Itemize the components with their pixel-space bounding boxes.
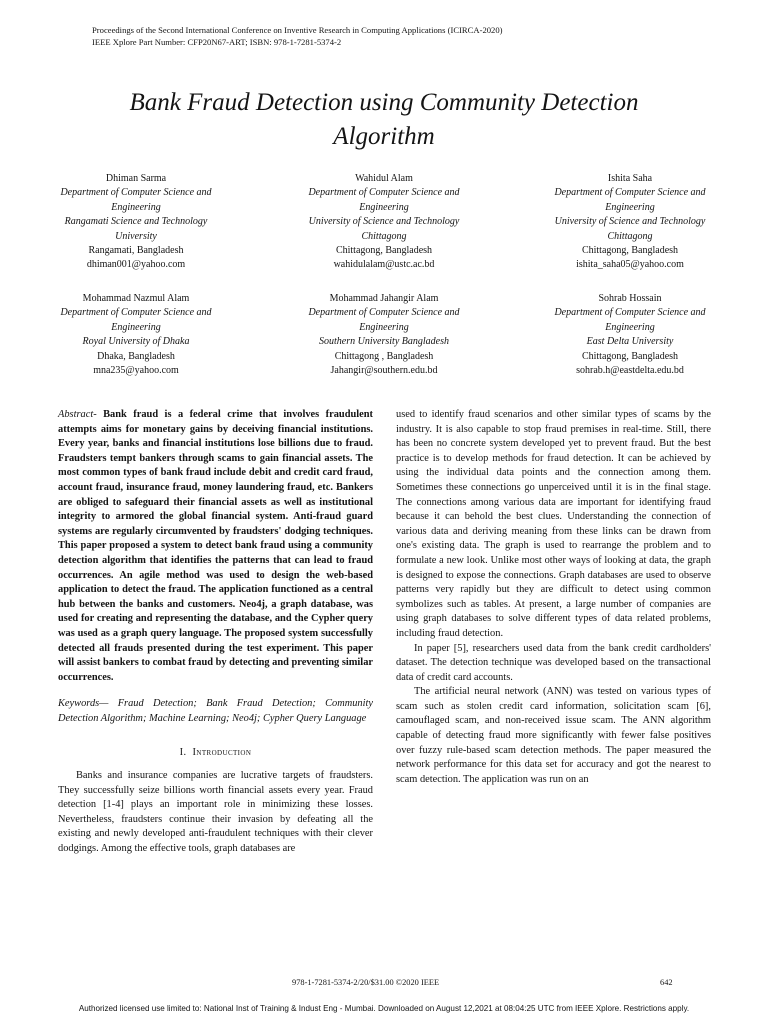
- author-city: Chittagong, Bangladesh: [581, 245, 679, 257]
- author-block: [274, 172, 494, 273]
- left-column: [58, 408, 373, 857]
- author-name: Mohammad Nazmul Alam: [82, 293, 190, 304]
- intro-paragraph: Banks and insurance companies are lucrative targets of fraudsters. They successfully seize billions worth financial assets every year. Fraud detection [1-4] plays an important role in minimizing these losses. Nevertheless, fraudsters continue their invasion by defeating all the existing and newly developed anti-fraudulent techniques with their clever dodgings. Among the effective tools, graph databases are: [58, 770, 373, 855]
- author-email: ishita_saha05@yahoo.com: [576, 259, 684, 271]
- author-dept: Engineering: [605, 321, 655, 333]
- footer-isbn: 978-1-7281-5374-2/20/$31.00 ©2020 IEEE: [292, 978, 440, 987]
- author-name: Ishita Saha: [607, 173, 653, 184]
- title-line-2: Algorithm: [333, 123, 435, 150]
- author-city: Chittagong, Bangladesh: [335, 245, 433, 257]
- author-city: Dhaka, Bangladesh: [97, 350, 175, 362]
- body-paragraph: The artificial neural network (ANN) was tested on various types of scam such as stolen credit card information, solicitation scam [6], camouflaged scam, and non-received issue scam. The ANN algorithm capable of detecting fraud more significantly with fewer false positives over fuzzy rule-based scam detection methods. The paper measured the network performance for this data set for accuracy and got the nearest to scam detection. The application was run on an: [396, 686, 711, 785]
- author-email: sohrab.h@eastdelta.edu.bd: [576, 365, 684, 377]
- section-title: Introduction: [192, 747, 252, 759]
- author-dept: Engineering: [359, 201, 409, 213]
- author-name: Sohrab Hossain: [598, 293, 662, 304]
- conference-line-1: Proceedings of the Second International Conference on Inventive Research in Computing Applications (ICIRCA-2020): [92, 25, 503, 35]
- license-notice: Authorized licensed use limited to: National Inst of Training & Indust Eng - Mumbai. Downloaded on August 12,2021 at 08:04:25 UTC from IEEE Xplore. Restrictions apply.: [78, 1004, 690, 1013]
- author-dept: Engineering: [359, 321, 409, 333]
- author-institution: University of Science and Technology: [308, 216, 460, 228]
- author-institution: Chittagong: [361, 230, 407, 242]
- author-block: [274, 292, 494, 378]
- author-dept: Engineering: [111, 201, 161, 213]
- conference-header: [92, 24, 503, 48]
- keywords: Keywords— Fraud Detection; Bank Fraud Detection; Community Detection Algorithm; Machine Learning; Neo4j; Cypher Query Language: [58, 698, 373, 724]
- author-dept: Engineering: [111, 321, 161, 333]
- author-institution: Rangamati Science and Technology: [64, 216, 208, 228]
- author-dept: Engineering: [605, 201, 655, 213]
- author-dept: Department of Computer Science and: [554, 187, 706, 199]
- author-block: [520, 292, 740, 378]
- author-institution: University: [115, 230, 157, 242]
- author-email: wahidulalam@ustc.ac.bd: [333, 259, 435, 271]
- author-city: Rangamati, Bangladesh: [88, 245, 184, 257]
- section-number: I.: [179, 747, 187, 759]
- author-block: [26, 172, 246, 273]
- author-dept: Department of Computer Science and: [60, 187, 212, 199]
- body-paragraph: In paper [5], researchers used data from the bank credit cardholders' dataset. The detection technique was developed based on the transactional data of credit card accounts.: [396, 642, 711, 683]
- author-dept: Department of Computer Science and: [308, 307, 460, 319]
- author-name: Mohammad Jahangir Alam: [329, 293, 439, 304]
- author-name: Wahidul Alam: [355, 173, 413, 184]
- author-institution: East Delta University: [586, 336, 674, 348]
- body-paragraph: used to identify fraud scenarios and other similar types of scams by the industry. It is also capable to stop fraud premises in real-time. Still, there has been no concrete system developed yet to prevent fraud. But the best practice is to develop methods for fraud detection. It can be achieved by using the individual data points and the connection among them. Sometimes these connections go unperceived until it is in the final stage. The connections among various data are important for identifying fraud because it can behold the best clues. Understanding the connection of various data and deriving meaning from these links can be drawn from one's existing data. The graph is used to rearrange the problem and to formulate a new look. Unlike most other ways of looking at data, the graph is designed to expose the connections. Graph databases are used to observe patterns very rapidly but they are difficult to detect using common symbolizes such as tables. At present, a large number of companies are using graph databases to solve different types of data related problems, including fraud detection.: [396, 409, 711, 639]
- abstract: [58, 408, 373, 685]
- conference-line-2: IEEE Xplore Part Number: CFP20N67-ART; ISBN: 978-1-7281-5374-2: [92, 37, 342, 47]
- author-city: Chittagong, Bangladesh: [581, 350, 679, 362]
- author-institution: University of Science and Technology: [554, 216, 706, 228]
- abstract-label: Abstract-: [58, 409, 97, 420]
- author-city: Chittagong , Bangladesh: [334, 350, 434, 362]
- page-number: 642: [660, 978, 673, 987]
- author-dept: Department of Computer Science and: [60, 307, 212, 319]
- right-column: [396, 408, 711, 787]
- author-block: [26, 292, 246, 378]
- paper-title: [60, 86, 708, 154]
- author-email: Jahangir@southern.edu.bd: [330, 365, 438, 377]
- author-institution: Chittagong: [607, 230, 653, 242]
- author-block: [520, 172, 740, 273]
- author-dept: Department of Computer Science and: [554, 307, 706, 319]
- author-email: mna235@yahoo.com: [93, 365, 179, 377]
- title-line-1: Bank Fraud Detection using Community Detection: [129, 89, 639, 116]
- author-dept: Department of Computer Science and: [308, 187, 460, 199]
- author-name: Dhiman Sarma: [105, 173, 167, 184]
- abstract-text: Bank fraud is a federal crime that involves fraudulent attempts aims for monetary gains by deceiving financial institutions. Every year, banks and financial institutions lose billions due to fraud. Fraudsters tempt bankers through scams to gain financial assets. The most common types of bank fraud include debit and credit card fraud, account fraud, insurance fraud, money laundering fraud, etc. Bankers are obliged to safeguard their financial assets as well as institutional integrity to armored the global financial system. Anti-fraud guard systems are regularly circumvented by fraudsters' dodging techniques. This paper proposed a system to detect bank fraud using a community detection algorithm that identifies the patterns that can lead to fraud occurrences. An agile method was used to design the web-based application to detect the fraud. The application functioned as a central hub between the banks and customers. Neo4j, a graph database, was used for creating and representing the database, and the Cypher query was used as a graph query language. The proposed system successfully detected all frauds presented during the test experiment. This paper will assist bankers to combat fraud by detecting and preventing similar occurrences.: [58, 409, 374, 683]
- author-email: dhiman001@yahoo.com: [86, 259, 186, 271]
- author-institution: Southern University Bangladesh: [319, 336, 449, 348]
- author-institution: Royal University of Dhaka: [82, 336, 190, 348]
- section-heading: [58, 746, 373, 761]
